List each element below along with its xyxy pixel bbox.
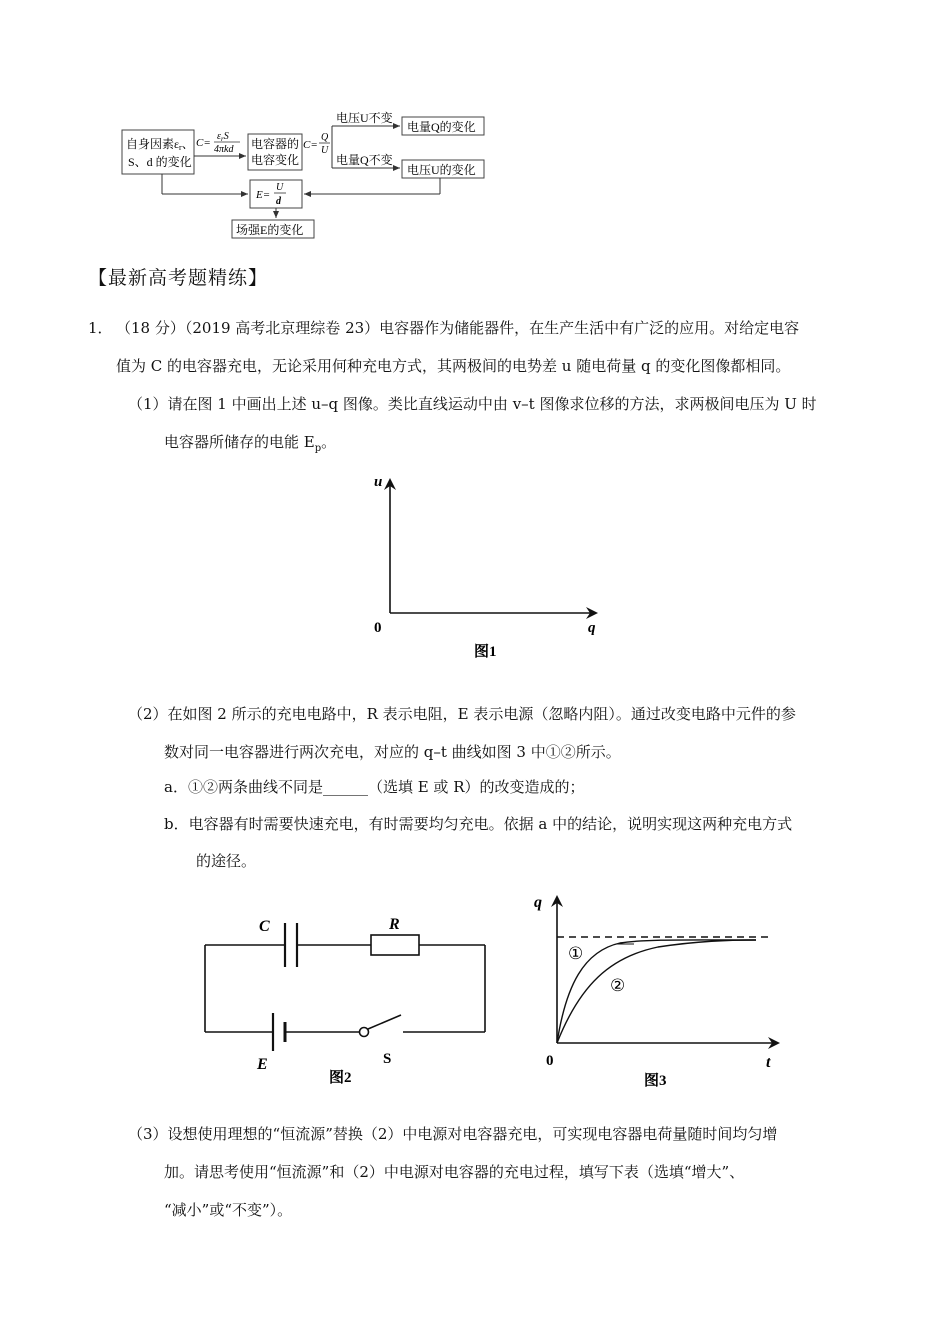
curve-2-label: ②: [610, 976, 626, 995]
part2-line-1: （2）在如图 2 所示的充电电路中，R 表示电阻，E 表示电源（忽略内阻）。通过改变电路中元件的参: [128, 705, 796, 723]
svg-text:U: U: [321, 145, 329, 156]
svg-text:U: U: [276, 182, 284, 193]
section-title: 【最新高考题精练】: [88, 267, 269, 289]
resistor: [371, 935, 419, 955]
question-line-1: （18 分）（2019 高考北京理综卷 23）电容器作为储能器件，在生产生活中有广泛的应用。对给定电容: [116, 319, 800, 337]
fig1-caption: 图1: [474, 644, 497, 660]
curve-1: [557, 940, 756, 1043]
part3-line-2: 加。请思考使用“恒流源”和（2）中电源对电容器的充电过程，填写下表（选填“增大”、: [164, 1163, 745, 1181]
source-label: E: [257, 1056, 268, 1073]
part1-text: 电容器所储存的电能 E: [164, 433, 315, 451]
part1-end: 。: [321, 433, 337, 451]
svg-text:电压U的变化: 电压U的变化: [407, 163, 476, 177]
svg-text:自身因素εr、: 自身因素εr、: [126, 137, 194, 152]
part2-line-2: 数对同一电容器进行两次充电，对应的 q–t 曲线如图 3 中①②所示。: [164, 743, 621, 761]
svg-text:电压U不变: 电压U不变: [336, 111, 393, 125]
fig1-y-label: u: [374, 474, 383, 490]
part2-item-b-line-2: 的途径。: [196, 852, 257, 870]
svg-text:4πkd: 4πkd: [214, 144, 234, 155]
fig2-caption: 图2: [329, 1070, 352, 1086]
fig1-origin: 0: [374, 620, 382, 636]
part1-line-2: [164, 431, 336, 460]
part2-item-a: a．①②两条曲线不同是______（选填 E 或 R）的改变造成的；: [164, 778, 585, 796]
svg-text:场强E的变化: 场强E的变化: [236, 223, 304, 237]
part3-line-3: “减小”或“不变”）。: [164, 1201, 293, 1219]
part1-subscript: p: [314, 443, 322, 454]
question-line-2: 值为 C 的电容器充电，无论采用何种充电方式，其两极间的电势差 u 随电荷量 q 的变化图像都相同。: [116, 357, 791, 375]
fig3-x-label: t: [766, 1054, 771, 1071]
switch-label: S: [383, 1051, 392, 1067]
part3-line-1: （3）设想使用理想的“恒流源”替换（2）中电源对电容器充电，可实现电容器电荷量随时间均匀增: [128, 1125, 778, 1143]
question-number: 1．: [88, 319, 113, 337]
resistor-label: R: [389, 916, 400, 933]
capacitor-label: C: [259, 918, 270, 935]
concept-flow-diagram: [110, 108, 510, 243]
svg-text:电量Q不变: 电量Q不变: [336, 153, 393, 167]
figure-3-q-t-curves: [528, 885, 788, 1095]
svg-text:εrS: $\varepsilon_rS$: [217, 131, 229, 143]
svg-text:S、d 的变化: S、d 的变化: [128, 155, 192, 169]
part2-item-b-line-1: b．电容器有时需要快速充电，有时需要均匀充电。依据 a 中的结论，说明实现这两种充电方式: [164, 815, 793, 833]
svg-text:C=: C=: [196, 137, 211, 149]
figure-1-u-q-axes: [360, 470, 610, 665]
fig1-x-label: q: [588, 620, 596, 636]
fig3-origin: 0: [546, 1053, 554, 1069]
svg-text:d: d: [276, 196, 281, 207]
curve-1-label: ①: [568, 944, 584, 963]
svg-text:电容变化: 电容变化: [251, 153, 300, 167]
part1-line-1: （1）请在图 1 中画出上述 u–q 图像。类比直线运动中由 v–t 图像求位移的方法，求两极间电压为 U 时: [128, 395, 817, 413]
fig3-caption: 图3: [644, 1073, 667, 1089]
fig3-y-label: q: [534, 894, 542, 911]
switch-blade: [368, 1015, 401, 1029]
switch-pivot: [360, 1028, 369, 1037]
curve-2: [557, 940, 756, 1043]
svg-text:电容器的: 电容器的: [251, 137, 300, 151]
svg-text:C=: C=: [303, 139, 318, 151]
figure-2-circuit: [195, 905, 500, 1090]
svg-text:电量Q的变化: 电量Q的变化: [407, 120, 476, 134]
svg-text:Q: Q: [321, 132, 329, 143]
svg-text:E=: E=: [256, 189, 271, 201]
